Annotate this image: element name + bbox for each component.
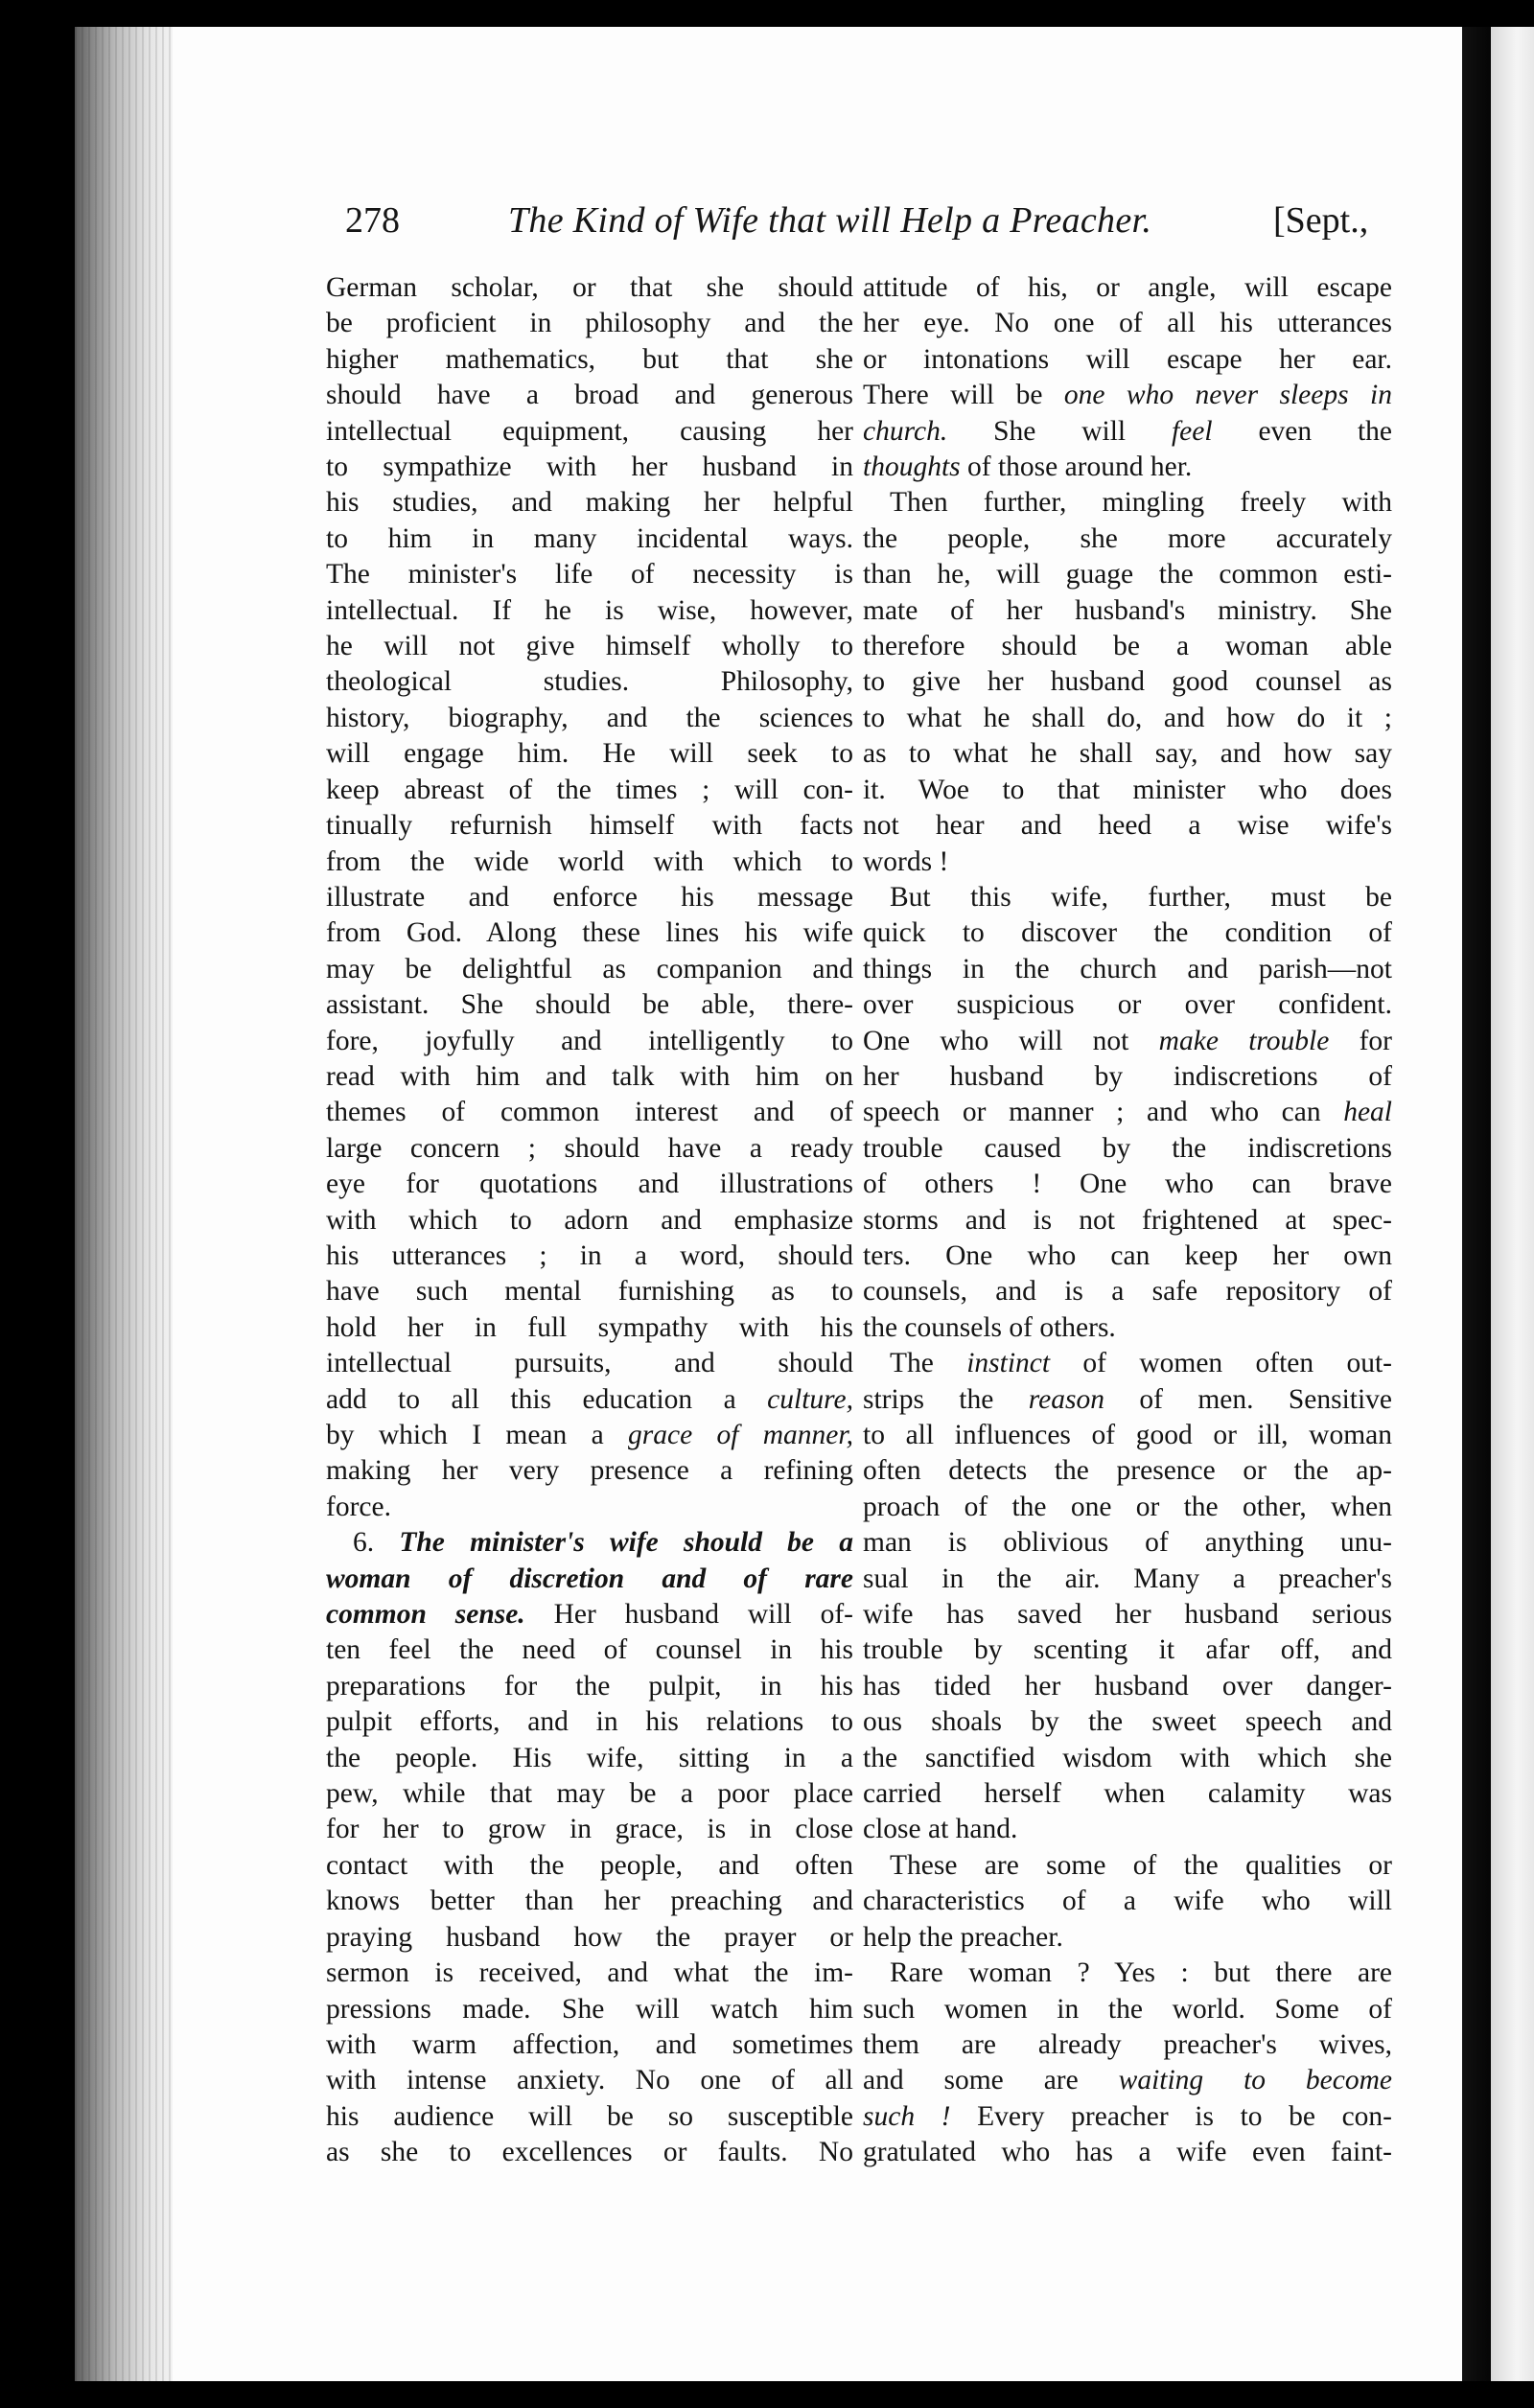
text-line: over suspicious or over confident. <box>863 989 1392 1021</box>
text-line: assistant. She should be able, there- <box>326 989 853 1021</box>
emphasis-text: grace of manner, <box>628 1420 853 1450</box>
text-line: characteristics of a wife who will <box>863 1886 1392 1917</box>
text-segment: strips the <box>863 1383 994 1415</box>
section-heading: woman of discretion and of rare <box>326 1563 853 1594</box>
text-line: theological studies. Philosophy, <box>326 666 853 698</box>
text-segment: of women often out- <box>1082 1348 1392 1379</box>
text-line: higher mathematics, but that she <box>326 343 853 375</box>
text-line: sermon is received, and what the im- <box>326 1957 853 1989</box>
text-line: read with him and talk with him on <box>326 1060 853 1092</box>
paragraph <box>863 485 1392 879</box>
text-line: quick to discover the condition of <box>863 917 1392 949</box>
section-heading-line <box>326 1562 853 1597</box>
text-line: eye for quotations and illustrations <box>326 1169 853 1200</box>
running-title: The Kind of Wife that will Help a Preacher. <box>508 200 1152 241</box>
text-segment: for <box>1359 1025 1393 1056</box>
text-line <box>863 414 1392 450</box>
text-line: pulpit efforts, and in his relations to <box>326 1706 853 1738</box>
paragraph <box>863 1346 1392 1848</box>
paragraph <box>326 270 853 1525</box>
text-line: her husband by indiscretions of <box>863 1060 1392 1092</box>
text-line: will engage him. He will seek to <box>326 738 853 770</box>
text-line: preparations for the pulpit, in his <box>326 1670 853 1702</box>
section-heading: common sense. <box>326 1599 525 1631</box>
page-header <box>345 199 1381 253</box>
text-line: pew, while that may be a poor place <box>326 1778 853 1810</box>
emphasis-text: make trouble <box>1158 1025 1330 1056</box>
text-segment: speech or manner ; and who can <box>863 1097 1321 1128</box>
text-line <box>863 1382 1392 1418</box>
text-line: making her very presence a refining <box>326 1455 853 1487</box>
text-line: trouble caused by the indiscretions <box>863 1132 1392 1164</box>
text-line: his utterances ; in a word, should <box>326 1239 853 1271</box>
text-line: But this wife, further, must be <box>890 881 1392 913</box>
text-line: ous shoals by the sweet speech and <box>863 1706 1392 1738</box>
text-line: to what he shall do, and how do it ; <box>863 702 1392 733</box>
text-line: intellectual pursuits, and should <box>326 1348 853 1379</box>
facing-page-edge <box>1491 27 1534 2381</box>
text-segment: There will be <box>863 380 1043 411</box>
text-line <box>326 1418 853 1453</box>
text-line: ten feel the need of counsel in his <box>326 1634 853 1666</box>
text-line: Then further, mingling freely with <box>890 487 1392 519</box>
emphasis-text: reason <box>1028 1383 1104 1415</box>
emphasis-text: such ! <box>863 2100 951 2132</box>
text-line: as to what he shall say, and how say <box>863 738 1392 770</box>
text-line: the people, she more accurately <box>863 522 1392 554</box>
text-line <box>863 378 1392 413</box>
text-line: be proficient in philosophy and the <box>326 308 853 339</box>
text-line: than he, will guage the common esti- <box>863 559 1392 590</box>
text-line: The minister's life of necessity is <box>326 559 853 590</box>
text-line: has tided her husband over danger- <box>863 1670 1392 1702</box>
text-line: his audience will be so susceptible <box>326 2100 853 2132</box>
text-line <box>863 1095 1392 1130</box>
text-line: proach of the one or the other, when <box>863 1491 1392 1522</box>
text-segment: add to all this education a <box>326 1383 736 1415</box>
text-line: intellectual equipment, causing her <box>326 415 853 447</box>
text-line: may be delightful as companion and <box>326 953 853 984</box>
text-line: to all influences of good or ill, woman <box>863 1420 1392 1450</box>
text-line: These are some of the qualities or <box>890 1849 1392 1881</box>
text-line: not hear and heed a wise wife's <box>863 810 1392 842</box>
text-line: storms and is not frightened at spec- <box>863 1204 1392 1236</box>
text-line: themes of common interest and of <box>326 1097 853 1128</box>
text-line: therefore should be a woman able <box>863 631 1392 662</box>
paragraph <box>863 270 1392 485</box>
text-line: illustrate and enforce his message <box>326 881 853 913</box>
text-line: keep abreast of the times ; will con- <box>326 774 853 805</box>
paragraph <box>863 880 1392 1346</box>
paragraph <box>863 1848 1392 1956</box>
text-line: the people. His wife, sitting in a <box>326 1742 853 1773</box>
text-line: Rare woman ? Yes : but there are <box>890 1957 1392 1989</box>
text-line: fore, joyfully and intelligently to <box>326 1025 853 1056</box>
text-segment: One who will not <box>863 1025 1129 1056</box>
emphasis-text: thoughts <box>863 452 961 483</box>
text-line: the counsels of others. <box>863 1311 1116 1343</box>
text-line: force. <box>326 1491 391 1522</box>
text-line: such women in the world. Some of <box>863 1993 1392 2025</box>
emphasis-text: waiting to become <box>1118 2065 1393 2096</box>
text-line: his studies, and making her helpful <box>326 487 853 519</box>
text-segment: of men. Sensitive <box>1139 1383 1393 1415</box>
text-line: carried herself when calamity was <box>863 1778 1392 1810</box>
text-line: of others ! One who can brave <box>863 1169 1392 1200</box>
emphasis-text: instinct <box>966 1348 1051 1379</box>
text-line: ters. One who can keep her own <box>863 1239 1392 1271</box>
text-line: or intonations will escape her ear. <box>863 343 1392 375</box>
text-segment: Her husband will of- <box>553 1599 853 1631</box>
text-segment: Every preacher is to be con- <box>977 2100 1393 2132</box>
text-line: the sanctified wisdom with which she <box>863 1742 1392 1773</box>
text-line: with intense anxiety. No one of all <box>326 2065 853 2096</box>
section-number: 6. <box>353 1527 375 1559</box>
text-line: man is oblivious of anything unu- <box>863 1527 1392 1559</box>
text-line: with which to adorn and emphasize <box>326 1204 853 1236</box>
text-line: them are already preacher's wives, <box>863 2028 1392 2060</box>
text-line: German scholar, or that she should <box>326 272 853 303</box>
text-line: to give her husband good counsel as <box>863 666 1392 698</box>
text-line: counsels, and is a safe repository of <box>863 1276 1392 1308</box>
section-heading: The minister's wife should be a <box>399 1527 853 1559</box>
emphasis-text: heal <box>1343 1097 1392 1128</box>
paragraph <box>326 1525 853 2170</box>
text-line <box>863 450 1392 485</box>
text-line: intellectual. If he is wise, however, <box>326 594 853 626</box>
emphasis-text: one who never sleeps in <box>1063 380 1392 411</box>
text-line: help the preacher. <box>863 1921 1063 1953</box>
text-line: contact with the people, and often <box>326 1849 853 1881</box>
right-column <box>863 270 1392 2171</box>
book-gutter <box>1462 27 1491 2381</box>
text-line: sual in the air. Many a preacher's <box>863 1563 1392 1594</box>
text-line: large concern ; should have a ready <box>326 1132 853 1164</box>
emphasis-text: culture, <box>767 1383 854 1415</box>
text-line: words ! <box>863 845 949 877</box>
section-heading-line <box>326 1525 853 1561</box>
text-line: he will not give himself wholly to <box>326 631 853 662</box>
text-line: for her to grow in grace, is in close <box>326 1814 853 1845</box>
text-line <box>863 2063 1392 2098</box>
text-line <box>863 1024 1392 1059</box>
text-line: it. Woe to that minister who does <box>863 774 1392 805</box>
emphasis-text: feel <box>1171 415 1213 447</box>
left-column <box>326 270 853 2171</box>
text-line <box>326 1382 853 1418</box>
text-line: from the wide world with which to <box>326 845 853 877</box>
text-line: often detects the presence or the ap- <box>863 1455 1392 1487</box>
text-line: hold her in full sympathy with his <box>326 1311 853 1343</box>
issue-month: [Sept., <box>1273 200 1369 241</box>
text-line: mate of her husband's ministry. She <box>863 594 1392 626</box>
text-line: history, biography, and the sciences <box>326 702 853 733</box>
text-line: things in the church and parish—not <box>863 953 1392 984</box>
text-line: her eye. No one of all his utterances <box>863 308 1392 339</box>
text-line: have such mental furnishing as to <box>326 1276 853 1308</box>
text-line: gratulated who has a wife even faint- <box>863 2137 1392 2168</box>
text-line: attitude of his, or angle, will escape <box>863 272 1392 303</box>
text-line <box>863 1346 1392 1381</box>
text-segment: by which I mean a <box>326 1420 604 1450</box>
text-line: trouble by scenting it afar off, and <box>863 1634 1392 1666</box>
text-line <box>326 1597 853 1632</box>
text-line: praying husband how the prayer or <box>326 1921 853 1953</box>
text-line: close at hand. <box>863 1814 1018 1845</box>
text-segment: and some are <box>863 2065 1079 2096</box>
text-line: to sympathize with her husband in <box>326 452 853 483</box>
page-stack-edge <box>75 27 180 2381</box>
text-line: from God. Along these lines his wife <box>326 917 853 949</box>
text-line: as she to excellences or faults. No <box>326 2137 853 2168</box>
text-line <box>863 2099 1392 2135</box>
text-line: with warm affection, and sometimes <box>326 2028 853 2060</box>
text-line: tinually refurnish himself with facts <box>326 810 853 842</box>
text-segment: The <box>890 1348 934 1379</box>
text-line: pressions made. She will watch him <box>326 1993 853 2025</box>
text-segment: even the <box>1258 415 1393 447</box>
text-line: should have a broad and generous <box>326 380 853 411</box>
text-line: knows better than her preaching and <box>326 1886 853 1917</box>
text-segment: She will <box>993 415 1127 447</box>
text-line: to him in many incidental ways. <box>326 522 853 554</box>
paragraph <box>863 1956 1392 2170</box>
text-line: wife has saved her husband serious <box>863 1599 1392 1631</box>
emphasis-text: church. <box>863 415 948 447</box>
page-number: 278 <box>345 200 400 241</box>
text-segment: of those around her. <box>967 452 1193 483</box>
